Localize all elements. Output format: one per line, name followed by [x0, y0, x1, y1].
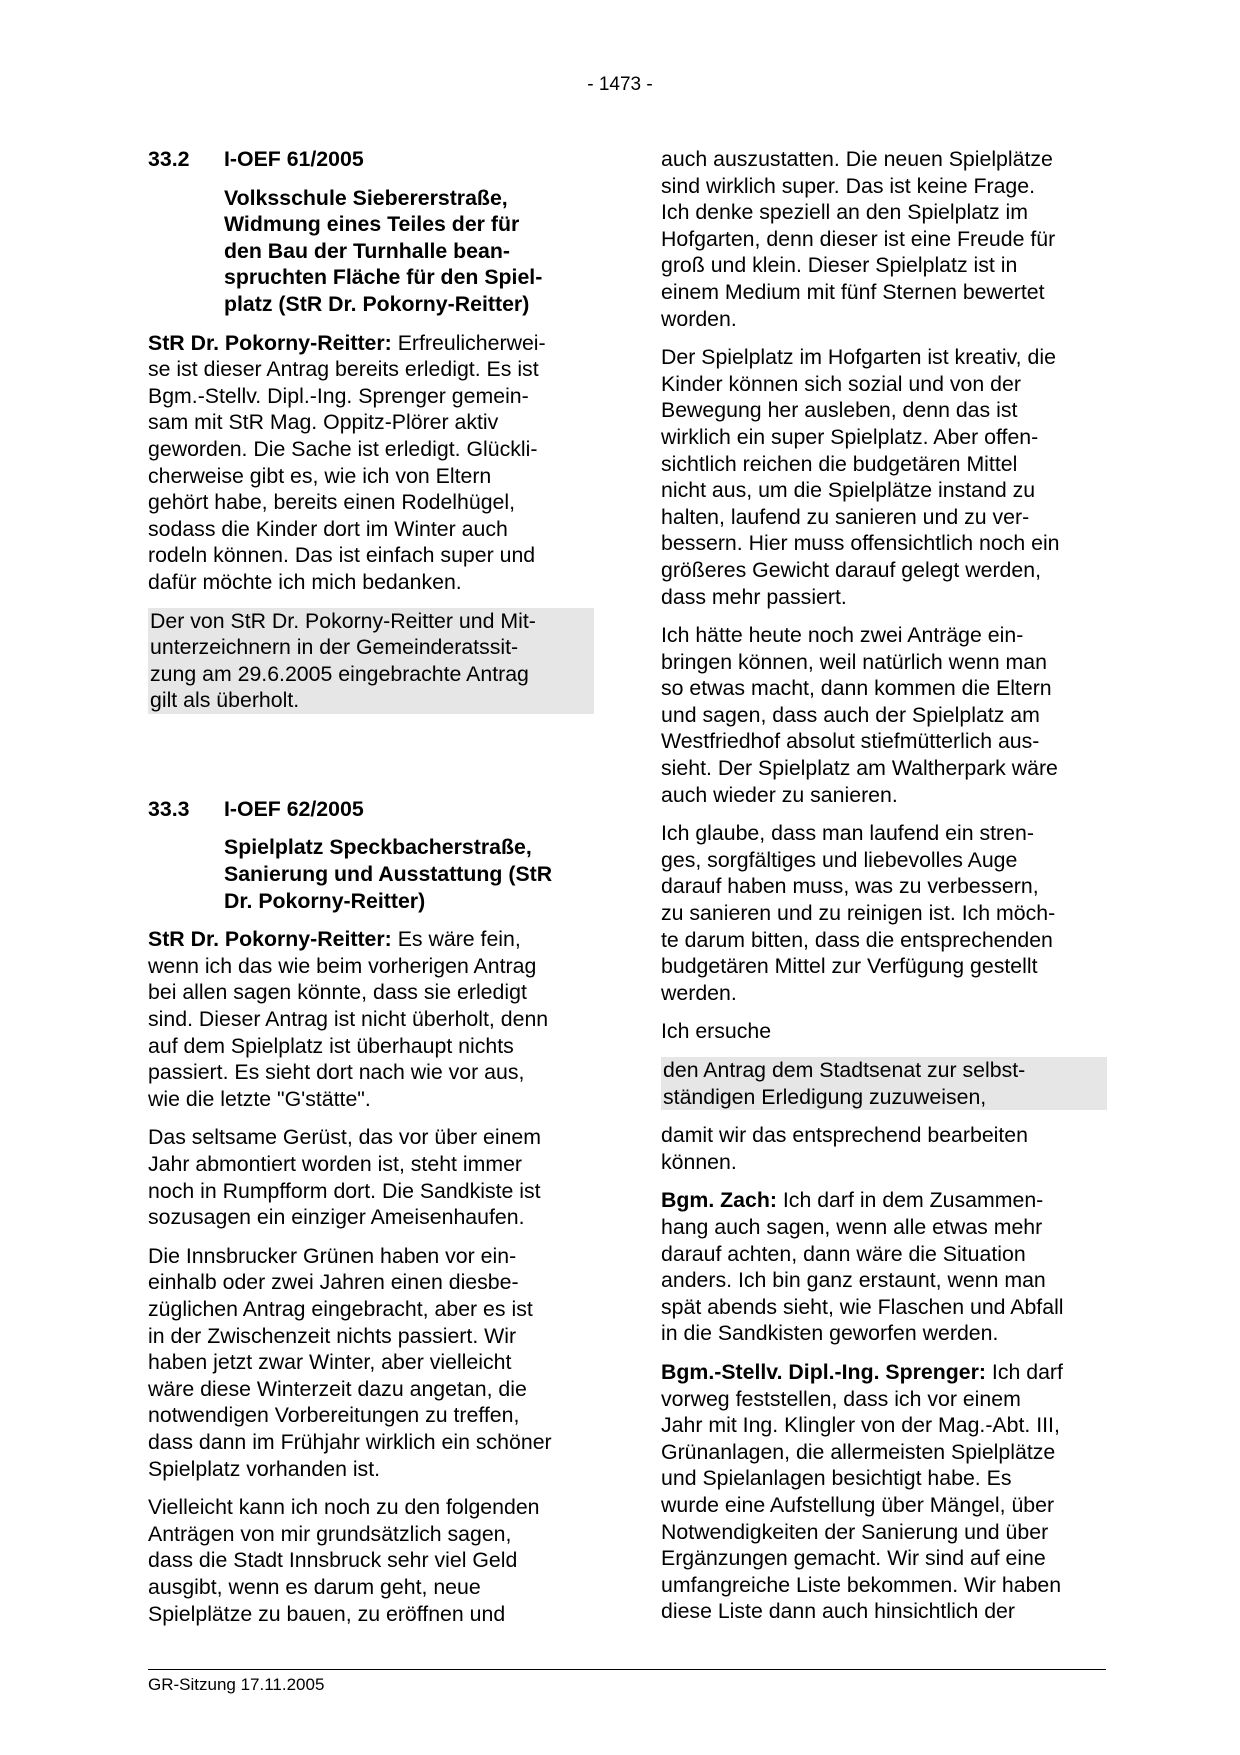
speaker-name: StR Dr. Pokorny-Reitter: — [148, 330, 392, 355]
speech-line: sind. Dieser Antrag ist nicht überholt, denn — [148, 1007, 549, 1032]
body-paragraph: Das seltsame Gerüst, das vor über einem Jahr abmontiert worden ist, steht immer noch in Rumpfform dort. Die Sandkiste ist sozusagen ein einziger Ameisenhaufen. — [148, 1125, 541, 1230]
speech-line: dafür möchte ich mich bedanken. — [148, 569, 462, 594]
speech-line: geworden. Die Sache ist erledigt. Glückli- — [148, 436, 538, 461]
title-line: Widmung eines Teiles der für — [224, 212, 520, 237]
footer-text: GR-Sitzung 17.11.2005 — [148, 1675, 325, 1694]
title-line: Sanierung und Ausstattung (StR — [224, 862, 553, 887]
speech-line: StR Dr. Pokorny-Reitter: Es wäre fein, — [148, 927, 521, 952]
body-paragraph: Die Innsbrucker Grünen haben vor ein- einhalb oder zwei Jahren einen diesbe- züglichen Antrag eingebracht, aber es ist in der Zwischenzeit nichts passiert. Wir haben jetzt zwar Winter, aber vielleicht wäre diese Winterzeit dazu angetan, die notwendigen Vorbereitungen zu treffen, dass dann im Frühjahr wirklich ein schöner Spielplatz vorhanden ist. — [148, 1243, 552, 1481]
speaker-name: StR Dr. Pokorny-Reitter: — [148, 927, 392, 952]
speech-paragraph: Bgm. Zach: Ich darf in dem Zusammen- hang auch sagen, wenn alle etwas mehr darauf achten, dann wäre die Situation anders. Ich bin ganz erstaunt, wenn man spät abends sieht, wie Flaschen und Abfall in die Sandkisten geworfen werden. — [661, 1188, 1064, 1346]
agenda-item-title — [224, 834, 594, 914]
speech-line: passiert. Es sieht dort nach wie vor aus, — [148, 1060, 525, 1085]
speech-line: sodass die Kinder dort im Winter auch — [148, 516, 508, 541]
section-spacer — [148, 726, 594, 784]
page-number: - 1473 - — [587, 74, 653, 95]
body-paragraph: Ich ersuche — [661, 1019, 772, 1044]
speech-line: sam mit StR Mag. Oppitz-Plörer aktiv — [148, 410, 499, 435]
speech-paragraph — [148, 330, 594, 596]
speech-line: gehört habe, bereits einen Rodelhügel, — [148, 490, 516, 515]
agenda-item-ref: I-OEF 61/2005 — [224, 147, 364, 171]
body-paragraph: Der Spielplatz im Hofgarten ist kreativ, die Kinder können sich sozial und von der Bewegung her ausleben, denn das ist wirklich ein super Spielplatz. Aber offen- sichtlich reichen die budgetären Mittel nicht aus, um die Spielplätze instand zu halten, laufend zu sanieren und zu ver- bessern. Hier muss offensichtlich noch ein größeres Gewicht darauf gelegt werden, dass mehr passiert. — [661, 345, 1060, 609]
body-paragraph: Ich glaube, dass man laufend ein stren- ges, sorgfältiges und liebevolles Auge darauf haben muss, was zu verbessern, zu sanieren und zu reinigen ist. Ich möch- te darum bitten, dass die entsprechenden budgetären Mittel zur Verfügung gestellt werden. — [661, 821, 1056, 1005]
motion-box: den Antrag dem Stadtsenat zur selbst- ständigen Erledigung zuzuweisen, — [661, 1057, 1107, 1110]
title-line: platz (StR Dr. Pokorny-Reitter) — [224, 291, 530, 316]
resolution-line: Der von StR Dr. Pokorny-Reitter und Mit- — [150, 608, 536, 633]
body-paragraph: damit wir das entsprechend bearbeiten können. — [661, 1123, 1028, 1174]
speaker-name: Bgm.-Stellv. Dipl.-Ing. Sprenger: — [661, 1359, 986, 1384]
body-paragraph: Vielleicht kann ich noch zu den folgenden Anträgen von mir grundsätzlich sagen, dass die Stadt Innsbruck sehr viel Geld ausgibt, wenn es darum geht, neue Spielplätze zu bauen, zu eröffnen und — [148, 1495, 540, 1626]
speech-line: wenn ich das wie beim vorherigen Antrag — [148, 953, 537, 978]
agenda-item-number: 33.3 — [148, 796, 190, 821]
speech-paragraph: Bgm.-Stellv. Dipl.-Ing. Sprenger: Ich darf vorweg feststellen, dass ich vor einem Jahr mit Ing. Klingler von der Mag.-Abt. III, Grünanlagen, die allermeisten Spielplätze und Spielanlagen besichtigt habe. Es wurde eine Aufstellung über Mängel, über Notwendigkeiten der Sanierung und über Ergänzungen gemacht. Wir sind auf eine umfangreiche Liste bekommen. Wir haben diese Liste dann auch hinsichtlich der — [661, 1359, 1063, 1624]
body-paragraph: auch auszustatten. Die neuen Spielplätze sind wirklich super. Das ist keine Frage. Ich denke speziell an den Spielplatz im Hofgarten, denn dieser ist eine Freude für groß und klein. Dieser Spielplatz ist in einem Medium mit fünf Sternen bewertet worden. — [661, 147, 1056, 331]
speech-line: auf dem Spielplatz ist überhaupt nichts — [148, 1033, 514, 1058]
title-line: Spielplatz Speckbacherstraße, — [224, 835, 532, 860]
speaker-name: Bgm. Zach: — [661, 1188, 777, 1213]
title-line: Dr. Pokorny-Reitter) — [224, 888, 426, 913]
agenda-item-ref: I-OEF 62/2005 — [224, 796, 364, 821]
speech-line: wie die letzte "G'stätte". — [148, 1086, 371, 1111]
speech-line: se ist dieser Antrag bereits erledigt. Es ist — [148, 357, 539, 382]
resolution-line: unterzeichnern in der Gemeinderatssit- — [150, 635, 519, 660]
left-column — [148, 146, 594, 1639]
resolution-line: zung am 29.6.2005 eingebrachte Antrag — [150, 661, 529, 686]
speech-line: StR Dr. Pokorny-Reitter: Erfreulicherwei- — [148, 330, 546, 355]
resolution-line: gilt als überholt. — [150, 688, 300, 713]
agenda-item-heading — [148, 796, 594, 823]
speech-line: bei allen sagen könnte, dass sie erledigt — [148, 980, 527, 1005]
title-line: Volksschule Siebererstraße, — [224, 185, 508, 210]
body-paragraph: Ich hätte heute noch zwei Anträge ein- bringen können, weil natürlich wenn man so etwas macht, dann kommen die Eltern und sagen, dass auch der Spielplatz am Westfriedhof absolut stiefmütterlich aus- sieht. Der Spielplatz am Waltherpark wäre auch wieder zu sanieren. — [661, 623, 1058, 807]
speech-line: rodeln können. Das ist einfach super und — [148, 543, 536, 568]
footer-divider — [148, 1669, 1106, 1670]
title-line: den Bau der Turnhalle bean- — [224, 238, 510, 263]
resolution-box — [148, 608, 594, 714]
right-column — [661, 146, 1107, 1637]
speech-paragraph — [148, 926, 594, 1112]
agenda-item-title — [224, 185, 594, 318]
title-line: spruchten Fläche für den Spiel- — [224, 265, 543, 290]
speech-line: Bgm.-Stellv. Dipl.-Ing. Sprenger gemein- — [148, 383, 529, 408]
speech-line: cherweise gibt es, wie ich von Eltern — [148, 463, 492, 488]
agenda-item-number: 33.2 — [148, 147, 190, 171]
agenda-item-heading — [148, 146, 594, 173]
